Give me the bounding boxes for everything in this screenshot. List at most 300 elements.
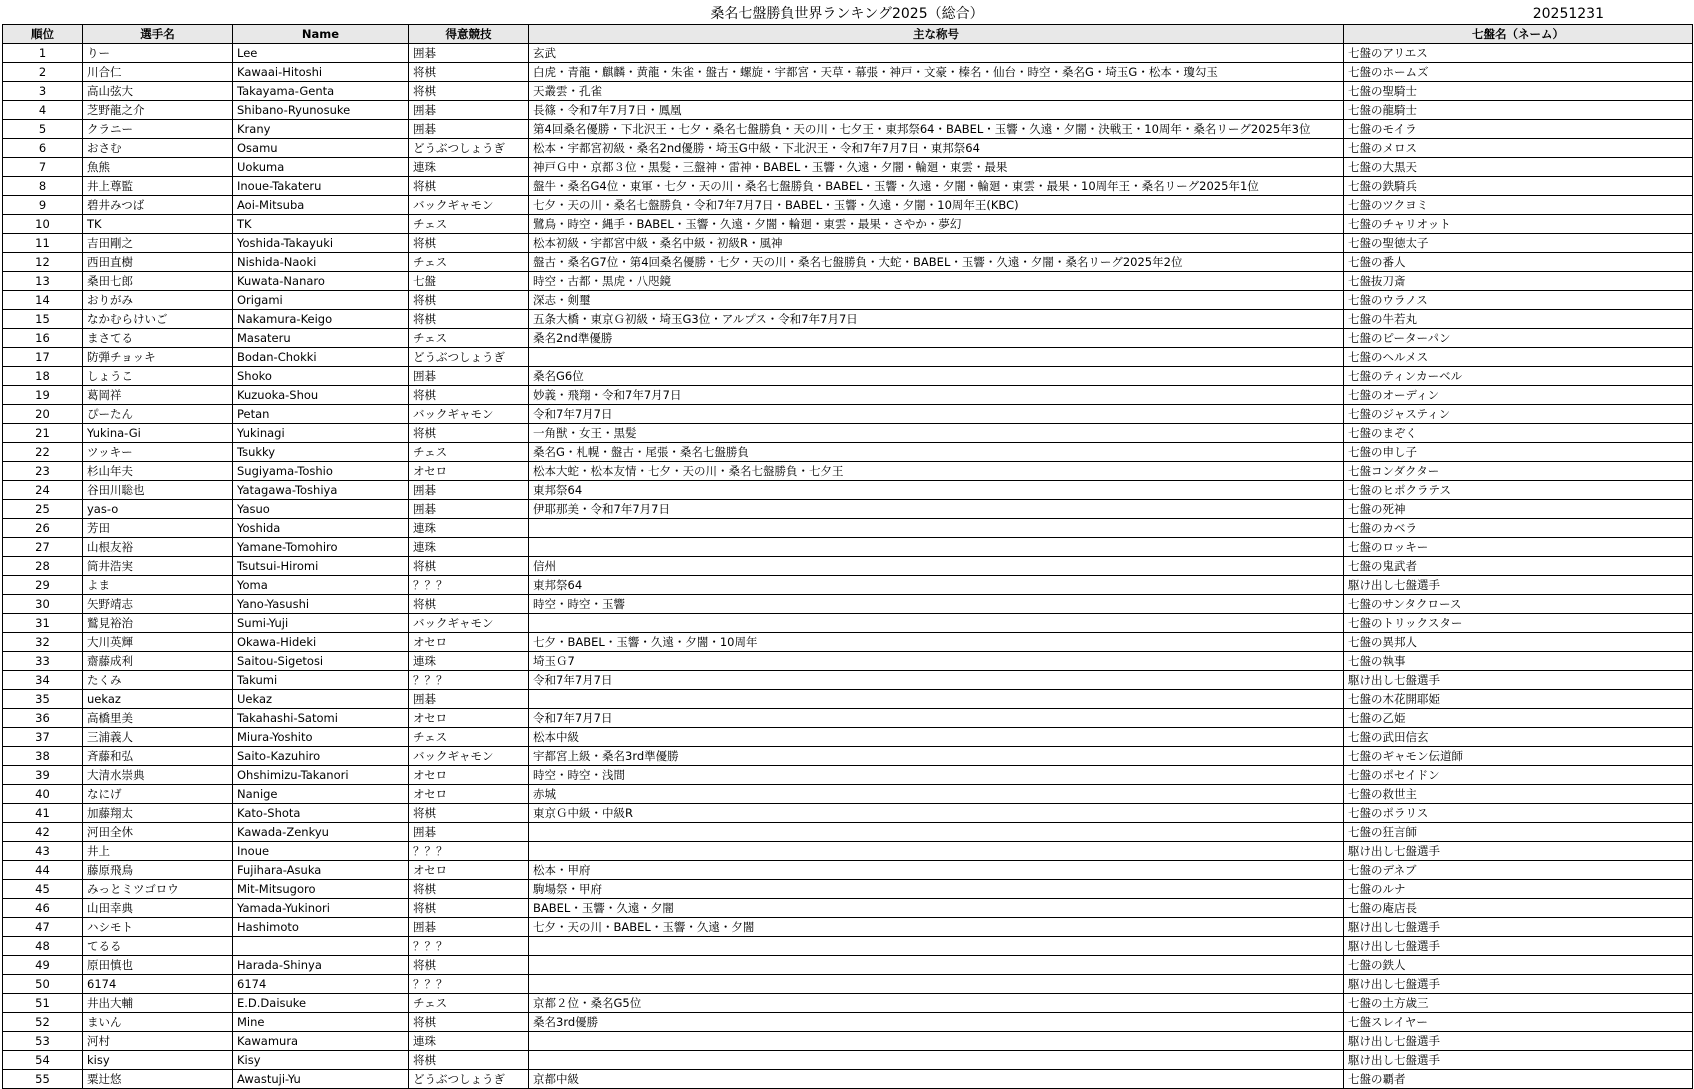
cell-specialty: どうぶつしょうぎ [409, 139, 529, 158]
cell-rank: 38 [3, 747, 83, 766]
cell-name: Nishida-Naoki [233, 253, 409, 272]
cell-name: Kato-Shota [233, 804, 409, 823]
cell-name: Awastuji-Yu [233, 1070, 409, 1089]
cell-nickname: 七盤の救世主 [1344, 785, 1693, 804]
cell-player-name: 高橋里美 [83, 709, 233, 728]
cell-rank: 1 [3, 44, 83, 63]
cell-nickname: 七盤の狂言師 [1344, 823, 1693, 842]
cell-player-name: 三浦義人 [83, 728, 233, 747]
cell-titles [529, 842, 1344, 861]
cell-name: Inoue-Takateru [233, 177, 409, 196]
cell-name: TK [233, 215, 409, 234]
cell-titles: BABEL・玉響・久遠・夕闇 [529, 899, 1344, 918]
cell-rank: 55 [3, 1070, 83, 1089]
cell-specialty: ？？？ [409, 842, 529, 861]
cell-rank: 22 [3, 443, 83, 462]
cell-name: Yamada-Yukinori [233, 899, 409, 918]
cell-specialty: 将棋 [409, 956, 529, 975]
cell-rank: 14 [3, 291, 83, 310]
cell-player-name: たくみ [83, 671, 233, 690]
cell-specialty: オセロ [409, 709, 529, 728]
cell-specialty: オセロ [409, 785, 529, 804]
cell-player-name: 井出大輔 [83, 994, 233, 1013]
cell-name: Aoi-Mitsuba [233, 196, 409, 215]
cell-nickname: 七盤の龍騎士 [1344, 101, 1693, 120]
cell-specialty: 連珠 [409, 158, 529, 177]
cell-titles [529, 975, 1344, 994]
cell-nickname: 七盤スレイヤー [1344, 1013, 1693, 1032]
cell-name: Miura-Yoshito [233, 728, 409, 747]
cell-nickname: 七盤のまぞく [1344, 424, 1693, 443]
cell-specialty: 将棋 [409, 557, 529, 576]
cell-rank: 6 [3, 139, 83, 158]
cell-titles: 天叢雲・孔雀 [529, 82, 1344, 101]
table-row [3, 253, 1693, 272]
cell-nickname: 駆け出し七盤選手 [1344, 576, 1693, 595]
cell-nickname: 七盤のポラリス [1344, 804, 1693, 823]
cell-titles [529, 538, 1344, 557]
cell-name: Harada-Shinya [233, 956, 409, 975]
cell-player-name: 谷田川聡也 [83, 481, 233, 500]
cell-name: Saitou-Sigetosi [233, 652, 409, 671]
cell-rank: 29 [3, 576, 83, 595]
cell-nickname: 七盤の番人 [1344, 253, 1693, 272]
cell-name: Yamane-Tomohiro [233, 538, 409, 557]
cell-specialty: チェス [409, 253, 529, 272]
table-row [3, 747, 1693, 766]
cell-titles: 七夕・BABEL・玉響・久遠・夕闇・10周年 [529, 633, 1344, 652]
cell-rank: 41 [3, 804, 83, 823]
cell-nickname: 駆け出し七盤選手 [1344, 975, 1693, 994]
cell-name: Mit-Mitsugoro [233, 880, 409, 899]
cell-player-name: おさむ [83, 139, 233, 158]
cell-nickname: 駆け出し七盤選手 [1344, 842, 1693, 861]
cell-name: Bodan-Chokki [233, 348, 409, 367]
table-row [3, 861, 1693, 880]
cell-player-name: りー [83, 44, 233, 63]
cell-player-name: 加藤翔太 [83, 804, 233, 823]
cell-player-name: みっとミツゴロウ [83, 880, 233, 899]
cell-player-name: 齋藤成利 [83, 652, 233, 671]
cell-rank: 48 [3, 937, 83, 956]
cell-nickname: 七盤の鬼武者 [1344, 557, 1693, 576]
cell-name: Lee [233, 44, 409, 63]
cell-nickname: 七盤の死神 [1344, 500, 1693, 519]
table-row [3, 120, 1693, 139]
table-row [3, 880, 1693, 899]
cell-name: Takayama-Genta [233, 82, 409, 101]
cell-nickname: 七盤のルナ [1344, 880, 1693, 899]
cell-player-name: 井上 [83, 842, 233, 861]
cell-nickname: 七盤の木花開耶姫 [1344, 690, 1693, 709]
cell-name: Inoue [233, 842, 409, 861]
table-row [3, 139, 1693, 158]
cell-nickname: 七盤のモイラ [1344, 120, 1693, 139]
cell-name: Yano-Yasushi [233, 595, 409, 614]
cell-player-name: 山田幸典 [83, 899, 233, 918]
table-row [3, 215, 1693, 234]
cell-titles: 伊耶那美・令和7年7月7日 [529, 500, 1344, 519]
header-nickname: 七盤名（ネーム） [1344, 25, 1693, 44]
cell-player-name: 芝野龍之介 [83, 101, 233, 120]
cell-titles: 京都中級 [529, 1070, 1344, 1089]
cell-titles: 松本初級・宇都宮中級・桑名中級・初級R・風神 [529, 234, 1344, 253]
cell-titles: 東邦祭64 [529, 576, 1344, 595]
cell-player-name: 矢野靖志 [83, 595, 233, 614]
cell-player-name: 大川英輝 [83, 633, 233, 652]
cell-player-name: おりがみ [83, 291, 233, 310]
cell-rank: 17 [3, 348, 83, 367]
cell-player-name: まいん [83, 1013, 233, 1032]
cell-titles: 桑名2nd準優勝 [529, 329, 1344, 348]
cell-player-name: 西田直樹 [83, 253, 233, 272]
cell-rank: 44 [3, 861, 83, 880]
cell-titles: 桑名G・札幌・盤古・尾張・桑名七盤勝負 [529, 443, 1344, 462]
cell-specialty: バックギャモン [409, 405, 529, 424]
cell-rank: 19 [3, 386, 83, 405]
cell-specialty: 将棋 [409, 310, 529, 329]
cell-nickname: 七盤のヒポクラテス [1344, 481, 1693, 500]
cell-name: Takahashi-Satomi [233, 709, 409, 728]
cell-specialty: ？？？ [409, 576, 529, 595]
cell-nickname: 七盤の聖騎士 [1344, 82, 1693, 101]
table-row [3, 177, 1693, 196]
cell-player-name: ハシモト [83, 918, 233, 937]
cell-specialty: ？？？ [409, 671, 529, 690]
table-row [3, 975, 1693, 994]
cell-player-name: 河村 [83, 1032, 233, 1051]
cell-nickname: 七盤のポセイドン [1344, 766, 1693, 785]
cell-nickname: 駆け出し七盤選手 [1344, 671, 1693, 690]
cell-nickname: 七盤コンダクター [1344, 462, 1693, 481]
cell-rank: 42 [3, 823, 83, 842]
cell-nickname: 七盤のロッキー [1344, 538, 1693, 557]
cell-nickname: 七盤のヘルメス [1344, 348, 1693, 367]
cell-titles [529, 956, 1344, 975]
table-row [3, 538, 1693, 557]
table-row [3, 994, 1693, 1013]
cell-nickname: 七盤のチャリオット [1344, 215, 1693, 234]
cell-name: Kisy [233, 1051, 409, 1070]
table-row [3, 823, 1693, 842]
cell-name: Okawa-Hideki [233, 633, 409, 652]
cell-titles: 鷺鳥・時空・縄手・BABEL・玉響・久遠・夕闇・輪廻・東雲・最果・さやか・夢幻 [529, 215, 1344, 234]
cell-specialty: ？？？ [409, 975, 529, 994]
cell-specialty: 連珠 [409, 652, 529, 671]
cell-nickname: 七盤の申し子 [1344, 443, 1693, 462]
cell-titles: 長篠・令和7年7月7日・鳳凰 [529, 101, 1344, 120]
cell-nickname: 七盤のティンカーベル [1344, 367, 1693, 386]
cell-specialty: チェス [409, 728, 529, 747]
cell-titles: 松本中級 [529, 728, 1344, 747]
table-row [3, 234, 1693, 253]
cell-specialty: オセロ [409, 462, 529, 481]
table-row [3, 291, 1693, 310]
table-row [3, 196, 1693, 215]
table-row [3, 1032, 1693, 1051]
cell-specialty: どうぶつしょうぎ [409, 1070, 529, 1089]
cell-name: Kawaai-Hitoshi [233, 63, 409, 82]
cell-specialty: 囲碁 [409, 44, 529, 63]
table-row [3, 1070, 1693, 1089]
cell-rank: 21 [3, 424, 83, 443]
cell-specialty: 連珠 [409, 538, 529, 557]
cell-specialty: 将棋 [409, 177, 529, 196]
cell-specialty: 将棋 [409, 424, 529, 443]
cell-nickname: 七盤の聖徳太子 [1344, 234, 1693, 253]
sheet-date: 20251231 [1532, 6, 1604, 22]
table-row [3, 348, 1693, 367]
cell-player-name: てるる [83, 937, 233, 956]
cell-nickname: 七盤の牛若丸 [1344, 310, 1693, 329]
table-row [3, 728, 1693, 747]
cell-nickname: 駆け出し七盤選手 [1344, 1051, 1693, 1070]
cell-specialty: チェス [409, 443, 529, 462]
cell-nickname: 七盤の土方歳三 [1344, 994, 1693, 1013]
table-row [3, 367, 1693, 386]
cell-player-name: kisy [83, 1051, 233, 1070]
table-row [3, 1051, 1693, 1070]
cell-player-name: しょうこ [83, 367, 233, 386]
cell-rank: 30 [3, 595, 83, 614]
cell-specialty: 連珠 [409, 519, 529, 538]
cell-rank: 33 [3, 652, 83, 671]
cell-player-name: よま [83, 576, 233, 595]
table-row [3, 1013, 1693, 1032]
cell-name: Yoshida-Takayuki [233, 234, 409, 253]
cell-titles: 松本・甲府 [529, 861, 1344, 880]
cell-titles: 東京Ｇ中級・中級R [529, 804, 1344, 823]
cell-rank: 36 [3, 709, 83, 728]
table-row [3, 576, 1693, 595]
table-row [3, 652, 1693, 671]
cell-specialty: 将棋 [409, 386, 529, 405]
cell-rank: 25 [3, 500, 83, 519]
cell-titles [529, 348, 1344, 367]
cell-name [233, 937, 409, 956]
cell-specialty: ？？？ [409, 937, 529, 956]
cell-rank: 51 [3, 994, 83, 1013]
cell-player-name: 河田全休 [83, 823, 233, 842]
cell-titles: 駒場祭・甲府 [529, 880, 1344, 899]
cell-name: Kawada-Zenkyu [233, 823, 409, 842]
cell-name: Nakamura-Keigo [233, 310, 409, 329]
cell-specialty: バックギャモン [409, 196, 529, 215]
table-row [3, 329, 1693, 348]
cell-name: Mine [233, 1013, 409, 1032]
cell-rank: 31 [3, 614, 83, 633]
cell-titles [529, 1051, 1344, 1070]
cell-rank: 52 [3, 1013, 83, 1032]
cell-rank: 34 [3, 671, 83, 690]
cell-rank: 16 [3, 329, 83, 348]
cell-rank: 50 [3, 975, 83, 994]
cell-player-name: 斉藤和弘 [83, 747, 233, 766]
table-row [3, 956, 1693, 975]
cell-specialty: どうぶつしょうぎ [409, 348, 529, 367]
cell-player-name: 吉田剛之 [83, 234, 233, 253]
cell-player-name: 大清水崇典 [83, 766, 233, 785]
cell-nickname: 七盤のホームズ [1344, 63, 1693, 82]
cell-name: Sugiyama-Toshio [233, 462, 409, 481]
cell-name: Takumi [233, 671, 409, 690]
table-row [3, 614, 1693, 633]
cell-titles: 令和7年7月7日 [529, 671, 1344, 690]
cell-nickname: 駆け出し七盤選手 [1344, 937, 1693, 956]
cell-rank: 54 [3, 1051, 83, 1070]
cell-titles: 盤古・桑名G7位・第4回桑名優勝・七夕・天の川・桑名七盤勝負・大蛇・BABEL・玉響・久遠・夕闇・桑名リーグ2025年2位 [529, 253, 1344, 272]
cell-specialty: 囲碁 [409, 367, 529, 386]
cell-titles: 桑名3rd優勝 [529, 1013, 1344, 1032]
cell-rank: 47 [3, 918, 83, 937]
cell-name: Nanige [233, 785, 409, 804]
table-row [3, 500, 1693, 519]
cell-name: Osamu [233, 139, 409, 158]
cell-player-name: 桑田七郎 [83, 272, 233, 291]
cell-titles: 赤城 [529, 785, 1344, 804]
table-row [3, 766, 1693, 785]
cell-player-name: 井上尊監 [83, 177, 233, 196]
cell-rank: 35 [3, 690, 83, 709]
cell-rank: 27 [3, 538, 83, 557]
cell-name: Tsukky [233, 443, 409, 462]
table-row [3, 310, 1693, 329]
header-titles: 主な称号 [529, 25, 1344, 44]
cell-rank: 24 [3, 481, 83, 500]
table-row [3, 82, 1693, 101]
cell-name: Ohshimizu-Takanori [233, 766, 409, 785]
cell-rank: 32 [3, 633, 83, 652]
cell-nickname: 七盤のアリエス [1344, 44, 1693, 63]
cell-titles [529, 690, 1344, 709]
cell-nickname: 七盤のトリックスター [1344, 614, 1693, 633]
cell-name: 6174 [233, 975, 409, 994]
table-row [3, 557, 1693, 576]
cell-nickname: 七盤の庵店長 [1344, 899, 1693, 918]
cell-specialty: 将棋 [409, 899, 529, 918]
cell-specialty: 将棋 [409, 291, 529, 310]
cell-nickname: 七盤のオーディン [1344, 386, 1693, 405]
cell-player-name: 杉山年夫 [83, 462, 233, 481]
cell-player-name: ぴーたん [83, 405, 233, 424]
cell-name: Fujihara-Asuka [233, 861, 409, 880]
cell-rank: 5 [3, 120, 83, 139]
cell-rank: 45 [3, 880, 83, 899]
cell-rank: 40 [3, 785, 83, 804]
cell-specialty: バックギャモン [409, 614, 529, 633]
table-row [3, 842, 1693, 861]
cell-player-name: Yukina-Gi [83, 424, 233, 443]
cell-player-name: 山根友裕 [83, 538, 233, 557]
cell-specialty: 連珠 [409, 1032, 529, 1051]
cell-titles: 東邦祭64 [529, 481, 1344, 500]
cell-nickname: 七盤抜刀斎 [1344, 272, 1693, 291]
cell-specialty: チェス [409, 215, 529, 234]
cell-titles: 深志・剣璽 [529, 291, 1344, 310]
cell-rank: 43 [3, 842, 83, 861]
cell-name: Petan [233, 405, 409, 424]
cell-rank: 28 [3, 557, 83, 576]
cell-specialty: 将棋 [409, 804, 529, 823]
cell-titles: 松本・宇都宮初級・桑名2nd優勝・埼玉G中級・下北沢王・令和7年7月7日・東邦祭64 [529, 139, 1344, 158]
cell-name: Kawamura [233, 1032, 409, 1051]
cell-player-name: 芳田 [83, 519, 233, 538]
cell-rank: 39 [3, 766, 83, 785]
cell-name: Yasuo [233, 500, 409, 519]
cell-player-name: まさてる [83, 329, 233, 348]
cell-titles: 七夕・天の川・桑名七盤勝負・令和7年7月7日・BABEL・玉響・久遠・夕闇・10周年王(KBC) [529, 196, 1344, 215]
cell-rank: 37 [3, 728, 83, 747]
cell-specialty: 囲碁 [409, 918, 529, 937]
table-row [3, 272, 1693, 291]
cell-titles: 時空・時空・浅間 [529, 766, 1344, 785]
table-row [3, 899, 1693, 918]
cell-specialty: 将棋 [409, 595, 529, 614]
cell-specialty: バックギャモン [409, 747, 529, 766]
cell-titles: 一角獣・女王・黒髪 [529, 424, 1344, 443]
cell-rank: 15 [3, 310, 83, 329]
cell-name: Kuzuoka-Shou [233, 386, 409, 405]
cell-rank: 46 [3, 899, 83, 918]
cell-nickname: 七盤の大黒天 [1344, 158, 1693, 177]
cell-name: Shibano-Ryunosuke [233, 101, 409, 120]
cell-specialty: 囲碁 [409, 690, 529, 709]
table-row [3, 462, 1693, 481]
table-row [3, 158, 1693, 177]
table-row [3, 937, 1693, 956]
cell-name: Kuwata-Nanaro [233, 272, 409, 291]
cell-specialty: 七盤 [409, 272, 529, 291]
table-row [3, 633, 1693, 652]
cell-titles [529, 823, 1344, 842]
cell-player-name: クラニー [83, 120, 233, 139]
cell-nickname: 七盤の執事 [1344, 652, 1693, 671]
cell-player-name: 筒井浩実 [83, 557, 233, 576]
cell-rank: 20 [3, 405, 83, 424]
cell-rank: 10 [3, 215, 83, 234]
cell-rank: 13 [3, 272, 83, 291]
cell-player-name: uekaz [83, 690, 233, 709]
cell-name: Yoshida [233, 519, 409, 538]
cell-name: Yukinagi [233, 424, 409, 443]
cell-name: Yoma [233, 576, 409, 595]
cell-titles: 第4回桑名優勝・下北沢王・七夕・桑名七盤勝負・天の川・七夕王・東邦祭64・BABEL・玉響・久遠・夕闇・決戦王・10周年・桑名リーグ2025年3位 [529, 120, 1344, 139]
cell-titles [529, 1032, 1344, 1051]
cell-titles: 七夕・天の川・BABEL・玉響・久遠・夕闇 [529, 918, 1344, 937]
table-row [3, 519, 1693, 538]
cell-player-name: 鷲見裕治 [83, 614, 233, 633]
cell-specialty: 囲碁 [409, 101, 529, 120]
cell-player-name: なにげ [83, 785, 233, 804]
table-row [3, 405, 1693, 424]
cell-titles: 埼玉Ｇ7 [529, 652, 1344, 671]
cell-name: Saito-Kazuhiro [233, 747, 409, 766]
cell-titles: 信州 [529, 557, 1344, 576]
table-row [3, 709, 1693, 728]
cell-titles: 京都２位・桑名G5位 [529, 994, 1344, 1013]
table-row [3, 671, 1693, 690]
cell-titles: 松本大蛇・松本友情・七夕・天の川・桑名七盤勝負・七夕王 [529, 462, 1344, 481]
cell-nickname: 七盤のサンタクロース [1344, 595, 1693, 614]
cell-nickname: 七盤のツクヨミ [1344, 196, 1693, 215]
cell-name: Uekaz [233, 690, 409, 709]
cell-titles [529, 614, 1344, 633]
cell-specialty: オセロ [409, 633, 529, 652]
cell-nickname: 七盤のギャモン伝道師 [1344, 747, 1693, 766]
cell-rank: 23 [3, 462, 83, 481]
cell-nickname: 七盤の武田信玄 [1344, 728, 1693, 747]
cell-nickname: 七盤の乙姫 [1344, 709, 1693, 728]
